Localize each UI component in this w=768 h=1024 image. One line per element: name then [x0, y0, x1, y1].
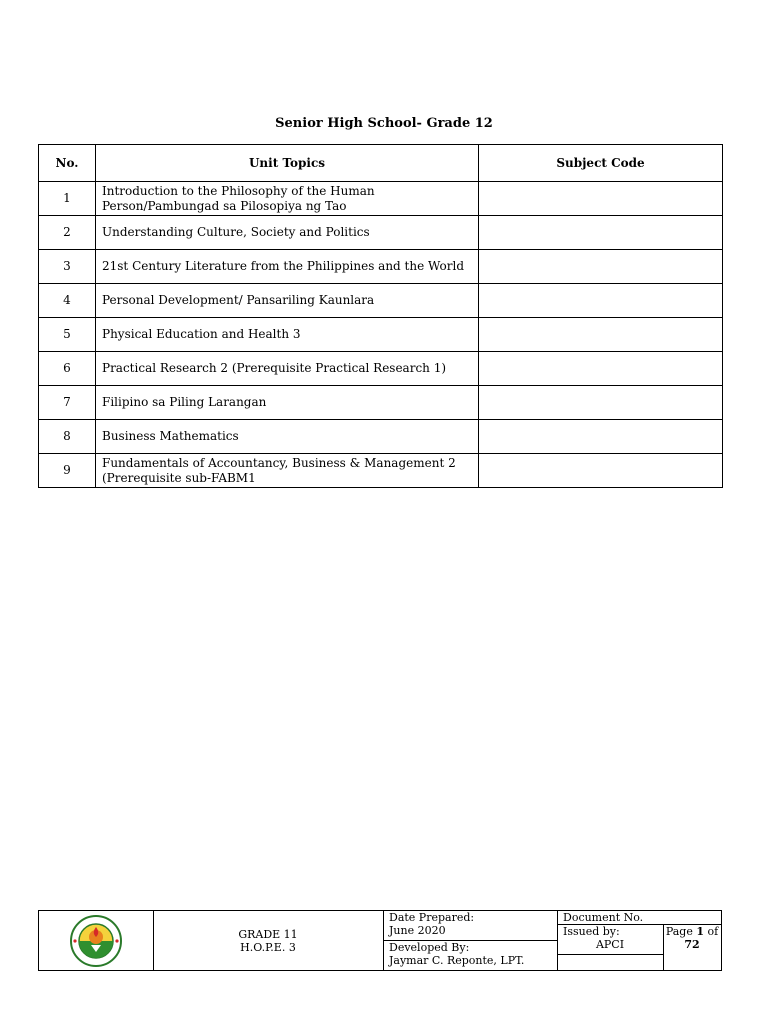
developed-by-label: Developed By: — [389, 941, 470, 954]
grade-label: GRADE 11 — [238, 927, 298, 941]
page-number — [663, 925, 721, 951]
document-footer — [38, 910, 722, 971]
table-row — [39, 318, 723, 352]
college-logo — [39, 911, 153, 970]
row-subject-code — [479, 216, 723, 250]
page-title: Senior High School- Grade 12 — [275, 116, 493, 131]
row-topic: Filipino sa Piling Larangan — [96, 386, 479, 420]
table-row — [39, 182, 723, 216]
row-topic: Fundamentals of Accountancy, Business & Management 2 (Prerequisite sub-FABM1 — [96, 454, 479, 488]
college-seal-icon — [70, 915, 122, 967]
row-topic: Practical Research 2 (Prerequisite Practical Research 1) — [96, 352, 479, 386]
row-topic: Understanding Culture, Society and Politics — [96, 216, 479, 250]
row-number: 2 — [39, 216, 96, 250]
header-unit-topics: Unit Topics — [96, 145, 479, 182]
row-subject-code — [479, 454, 723, 488]
unit-topics-table — [38, 144, 723, 488]
row-number: 8 — [39, 420, 96, 454]
table-row — [39, 250, 723, 284]
row-topic: Introduction to the Philosophy of the Human Person/Pambungad sa Pilosopiya ng Tao — [96, 182, 479, 216]
page-current: 1 — [696, 925, 704, 938]
row-number: 5 — [39, 318, 96, 352]
row-number: 3 — [39, 250, 96, 284]
page-label-mid: of — [703, 925, 719, 938]
date-prepared-value: June 2020 — [389, 924, 446, 937]
header-subject-code: Subject Code — [479, 145, 723, 182]
row-topic: 21st Century Literature from the Philippines and the World — [96, 250, 479, 284]
row-number: 6 — [39, 352, 96, 386]
row-number: 1 — [39, 182, 96, 216]
table-row — [39, 216, 723, 250]
table-row — [39, 352, 723, 386]
table-row — [39, 420, 723, 454]
row-subject-code — [479, 420, 723, 454]
table-row — [39, 386, 723, 420]
date-prepared-label: Date Prepared: — [389, 911, 475, 924]
row-number: 7 — [39, 386, 96, 420]
document-no-label: Document No. — [563, 911, 644, 924]
row-number: 4 — [39, 284, 96, 318]
table-row — [39, 284, 723, 318]
header-no: No. — [39, 145, 96, 182]
row-subject-code — [479, 318, 723, 352]
table-row — [39, 454, 723, 488]
table-header-row — [39, 145, 723, 182]
developed-by-value: Jaymar C. Reponte, LPT. — [389, 954, 525, 967]
row-number: 9 — [39, 454, 96, 488]
row-subject-code — [479, 250, 723, 284]
page-label-prefix: Page — [665, 925, 697, 938]
subject-label: H.O.P.E. 3 — [240, 940, 296, 954]
row-topic: Business Mathematics — [96, 420, 479, 454]
page-total: 72 — [684, 938, 700, 951]
issued-by-label: Issued by: — [563, 925, 620, 938]
row-subject-code — [479, 386, 723, 420]
row-subject-code — [479, 352, 723, 386]
grade-subject-cell — [153, 911, 383, 970]
row-topic: Personal Development/ Pansariling Kaunlara — [96, 284, 479, 318]
issued-by-value: APCI — [595, 938, 625, 951]
row-subject-code — [479, 182, 723, 216]
row-topic: Physical Education and Health 3 — [96, 318, 479, 352]
row-subject-code — [479, 284, 723, 318]
